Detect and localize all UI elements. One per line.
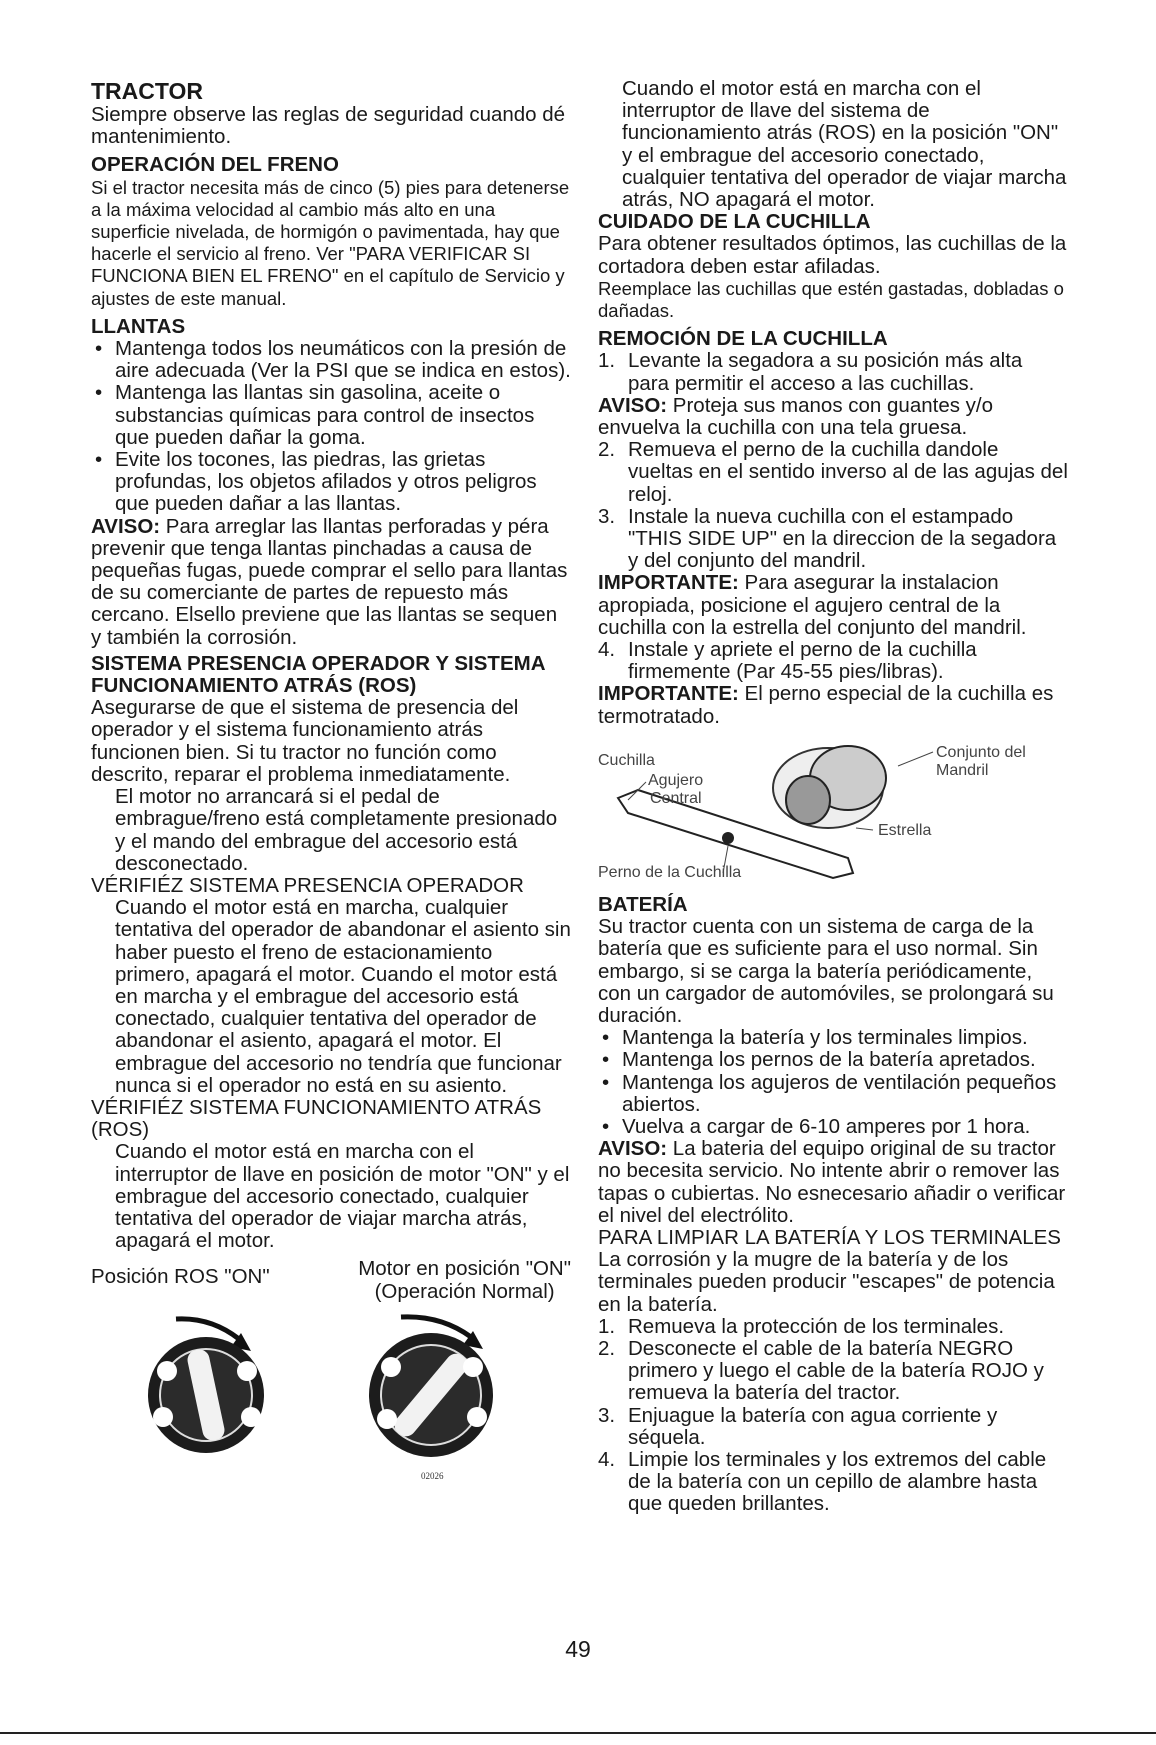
brake-heading: OPERACIÓN DEL FRENO xyxy=(91,153,339,177)
operator-check-heading: VÉRIFIÉZ SISTEMA PRESENCIA OPERADOR xyxy=(91,873,524,897)
step-text: Levante la segadora a su posición más alta para permitir el acceso a las cuchillas. xyxy=(628,349,1023,395)
notice-label: AVISO: xyxy=(598,393,668,417)
important-note-2 xyxy=(598,683,1068,727)
brake-text: Si el tractor necesita más de cinco (5) pies para detenerse a la máxima velocidad al cambio más alto en una superficie nivelada, de hormigón o pavimentada, hay que hacerle el servicio al freno. Ver "PARA VERIFICAR SI FUNCIONA BIEN EL FRENO" en el capítulo de Servicio y ajustes de este manual. xyxy=(91,176,570,309)
ignition-figure xyxy=(91,1307,571,1487)
list-item: • Mantenga las llantas sin gasolina, aceite o substancias químicas para control de insectos que pueden dañar la goma. xyxy=(91,382,571,449)
system-heading: SISTEMA PRESENCIA OPERADOR Y SISTEMA FUNCIONAMIENTO ATRÁS (ROS) xyxy=(91,651,545,698)
ignition-dial-on xyxy=(369,1317,493,1457)
ignition-dial-ros xyxy=(148,1319,264,1453)
operator-check-text: Cuando el motor está en marcha, cualquier tentativa del operador de abandonar el asiento sin haber puesto el freno de estacionamiento primero, apagará el motor. Cuando el motor está en marcha y el embrague del accesorio está conectado, cualquier tentativa del operador de abandonar el asiento, apagará el motor. El embrague del accesorio no tendría que funcionar nunca si el operador no está en su asiento. xyxy=(115,896,571,1097)
important-text: Para asegurar la instalacion apropiada, posicione el agujero central de la cuchilla con la estrella del conjunto del mandril. xyxy=(598,571,1027,639)
system-note: El motor no arrancará si el pedal de embrague/freno está completamente presionado y el mando del embrague del accesorio está desconectado. xyxy=(115,785,558,875)
list-item: 4. Instale y apriete el perno de la cuchilla firmemente (Par 45-55 pies/libras). xyxy=(598,638,977,684)
bottom-rule xyxy=(0,1732,1156,1734)
battery-notice xyxy=(598,1138,1068,1227)
notice-label: AVISO: xyxy=(598,1137,668,1161)
removal-step-4 xyxy=(598,639,1068,683)
label-star: Estrella xyxy=(878,821,932,839)
list-item: • Evite los tocones, las piedras, las grietas profundas, los objetos afilados y otros peligros que pueden dañar a las llantas. xyxy=(91,449,571,516)
battery-text: Su tractor cuenta con un sistema de carga de la batería que es suficiente para el uso normal. Sin embargo, si se carga la batería periódicamente, con un cargador de automóviles, se prolongará su duración. xyxy=(598,915,1054,1027)
tractor-intro: Siempre observe las reglas de seguridad cuando dé mantenimiento. xyxy=(91,103,566,149)
label-center: Central xyxy=(650,789,702,807)
list-item: • Mantenga todos los neumáticos con la presión de aire adecuada (Ver la PSI que se indica en estos). xyxy=(91,338,571,382)
list-item: 4. Limpie los terminales y los extremos del cable de la batería con un cepillo de alambre hasta que queden brillantes. xyxy=(598,1447,1047,1516)
blade-care-text: Para obtener resultados óptimos, las cuchillas de la cortadora deben estar afiladas. xyxy=(598,232,1067,278)
clean-battery-steps xyxy=(598,1316,1068,1516)
step-text: Remueva el perno de la cuchilla dandole vueltas en el sentido inverso al de las agujas del reloj. xyxy=(628,438,1068,506)
important-text: El perno especial de la cuchilla es termotratado. xyxy=(598,682,1054,728)
tractor-heading: TRACTOR xyxy=(91,78,204,104)
right-column xyxy=(598,78,1068,1516)
ignition-captions xyxy=(91,1258,571,1302)
step-text: Desconecte el cable de la batería NEGRO primero y luego el cable de la batería ROJO y remueva la batería del tractor. xyxy=(628,1336,1044,1405)
removal-notice xyxy=(598,395,1068,439)
ros-check-text: Cuando el motor está en marcha con el interruptor de llave en posición de motor "ON" y el embrague del accesorio conectado, cualquier tentativa del operador de viajar marcha atrás, apagará el motor. xyxy=(115,1140,570,1253)
label-spindle: Mandril xyxy=(936,761,989,779)
list-item: 2. Desconecte el cable de la batería NEGRO primero y luego el cable de la batería ROJO y remueva la batería del tractor. xyxy=(598,1336,1044,1405)
blade-care-note: Reemplace las cuchillas que estén gastadas, dobladas o dañadas. xyxy=(598,277,1064,322)
battery-list xyxy=(598,1027,1068,1138)
ros-check-heading: VÉRIFIÉZ SISTEMA FUNCIONAMIENTO ATRÁS (ROS) xyxy=(91,1095,542,1142)
list-item: • Mantenga los pernos de la batería apretados. xyxy=(598,1049,1068,1071)
ros-continued-text: Cuando el motor está en marcha con el interruptor de llave del sistema de funcionamiento atrás (ROS) en la posición "ON" y el embrague del accesorio conectado, cualquier tentativa del operador de viajar marcha atrás, NO apagará el motor. xyxy=(622,77,1067,212)
list-item: 2. Remueva el perno de la cuchilla dandole vueltas en el sentido inverso al de las agujas del reloj. xyxy=(598,438,1068,506)
list-item: 3. Enjuague la batería con agua corriente y séquela. xyxy=(598,1403,998,1449)
clean-battery-heading: PARA LIMPIAR LA BATERÍA Y LOS TERMINALES xyxy=(598,1225,1061,1249)
list-item: • Mantenga la batería y los terminales limpios. xyxy=(598,1027,1068,1049)
blade-removal-heading: REMOCIÓN DE LA CUCHILLA xyxy=(598,327,888,351)
tires-notice xyxy=(91,516,571,649)
left-column xyxy=(91,78,571,1487)
battery-heading: BATERÍA xyxy=(598,892,688,916)
motor-caption-line2: (Operación Normal) xyxy=(374,1279,555,1303)
important-note-1 xyxy=(598,572,1068,639)
list-item: 1. Remueva la protección de los terminales. xyxy=(598,1314,1005,1338)
label-assembly: Conjunto del xyxy=(936,743,1026,761)
step-text: Instale la nueva cuchilla con el estampado "THIS SIDE UP" en la direccion de la segadora y del conjunto del mandril. xyxy=(628,504,1057,573)
motor-caption-line1: Motor en posición "ON" xyxy=(358,1257,571,1281)
tires-heading: LLANTAS xyxy=(91,314,186,338)
notice-text: La bateria del equipo original de su tractor no becesita servicio. No intente abrir o remover las tapas o cubiertas. No esnecesario añadir o verificar el nivel del electrólito. xyxy=(598,1137,1066,1227)
ros-caption: Posición ROS "ON" xyxy=(91,1265,270,1289)
step-text: Instale y apriete el perno de la cuchilla firmemente (Par 45-55 pies/libras). xyxy=(628,638,977,684)
system-text: Asegurarse de que el sistema de presencia del operador y el sistema funcionamiento atrás funcionen bien. Si tu tractor no función como descrito, reparar el problema inmediatamente. xyxy=(91,696,519,786)
step-text: Enjuague la batería con agua corriente y séquela. xyxy=(628,1403,998,1449)
list-item: 3. Instale la nueva cuchilla con el estampado "THIS SIDE UP" en la direccion de la segadora y del conjunto del mandril. xyxy=(598,504,1057,573)
step-text: Remueva la protección de los terminales. xyxy=(628,1314,1005,1338)
clean-battery-text: La corrosión y la mugre de la batería y de los terminales pueden producir "escapes" de potencia en la batería. xyxy=(598,1248,1055,1316)
list-item: • Vuelva a cargar de 6-10 amperes por 1 hora. xyxy=(598,1116,1068,1138)
tires-list xyxy=(91,338,571,516)
important-label: IMPORTANTE: xyxy=(598,571,739,595)
label-bolt: Perno de la Cuchilla xyxy=(598,863,742,881)
notice-label: AVISO: xyxy=(91,514,161,538)
list-item: 1. Levante la segadora a su posición más alta para permitir el acceso a las cuchillas. xyxy=(598,349,1023,395)
notice-text: Para arreglar las llantas perforadas y péra prevenir que tenga llantas pinchadas a causa de pequeñas fugas, puede comprar el sello para llantas de su comerciante de partes de repuesto más cercano. Elsello previene que las llantas se sequen y también la corrosión. xyxy=(91,514,568,649)
list-item: • Mantenga los agujeros de ventilación pequeños abiertos. xyxy=(598,1072,1068,1116)
figure-code: 02026 xyxy=(421,1470,444,1481)
page-number: 49 xyxy=(565,1636,591,1662)
label-hole: Agujero xyxy=(648,771,704,789)
label-blade: Cuchilla xyxy=(598,751,655,769)
notice-text: Proteja sus manos con guantes y/o envuelva la cuchilla con una tela gruesa. xyxy=(598,393,994,440)
important-label: IMPORTANTE: xyxy=(598,682,739,706)
ignition-switch-illustration xyxy=(91,1307,571,1487)
removal-steps-2-3 xyxy=(598,439,1068,572)
motor-caption xyxy=(358,1258,571,1302)
blade-assembly-diagram xyxy=(598,738,1068,888)
removal-step-1 xyxy=(598,350,1068,394)
step-text: Limpie los terminales y los extremos del cable de la batería con un cepillo de alambre hasta que queden brillantes. xyxy=(628,1447,1047,1516)
blade-care-heading: CUIDADO DE LA CUCHILLA xyxy=(598,210,871,234)
